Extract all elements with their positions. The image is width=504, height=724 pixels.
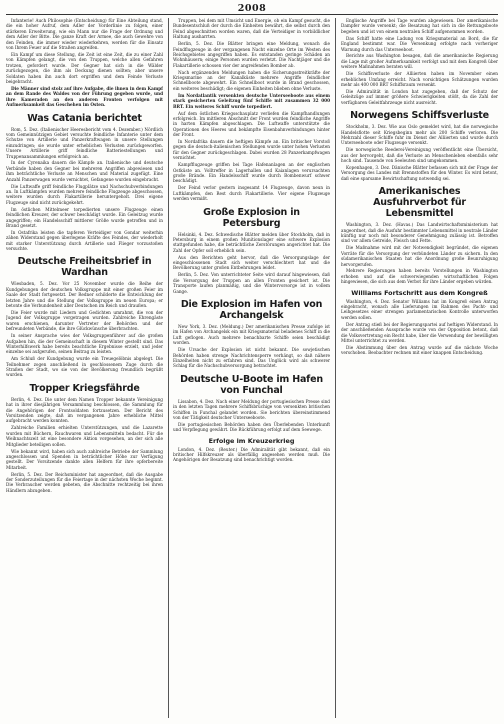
article-paragraph: Am Schluß der Kundgebung wurde ein Treuegelöbnis abgelegt. Die Teilnehmer zogen anschließend in geschlossenem Zuge durch die Straßen der Stadt, wo sie von der Bevölkerung freundlich begrüßt wurden. bbox=[6, 356, 163, 378]
article-paragraph: Mehrere Regierungen haben bereits Vorstellungen in Washington erhoben und auf die schwerwiegenden wirtschaftlichen Folgen hingewiesen, die sich aus dem Verbot für ihre Länder ergeben würden. bbox=[341, 268, 498, 285]
article-paragraph: Zahlreiche Familien erhielten Unterstützungen, und die Lazarette wurden mit Büchern, Rauchwaren und Lebensmitteln bedacht. Für die Weihnachtszeit ist eine besondere Aktion vorgesehen, an der sich alle Mitglieder beteiligen sollen. bbox=[6, 425, 163, 447]
article-paragraph: Die Männer sind stolz auf ihre Aufgabe, die ihnen in dem Kampf an dem Rande des Waldes von der Führung gegeben wurde, und ihre Kameraden an den anderen Fronten verfolgen mit Aufmerksamkeit das Geschehen im Osten. bbox=[6, 85, 163, 108]
article-paragraph: Washington, 4. Dez. Senator Williams hat im Kongreß einen Antrag eingebracht, wonach alle Lieferungen im Rahmen des Pacht- und Leihgesetzes einer strengen parlamentarischen Kontrolle unterworfen werden sollen. bbox=[341, 298, 498, 320]
column-3 bbox=[341, 18, 498, 718]
article-paragraph: Die Feier wurde mit Liedern und Gedichten umrahmt, die von der Jugend der Volksgruppe vorgetragen wurden. Zahlreiche Ehrengäste waren erschienen, darunter Vertreter der Behörden und der befreundeten Verbände, die ihre Glückwünsche überbrachten. bbox=[6, 309, 163, 332]
article-paragraph: Wie bekannt wird, haben sich auch zahlreiche Betriebe der Sammlung angeschlossen und Spenden in beträchtlicher Höhe zur Verfügung gestellt. Der Vorsitzende dankte allen Helfern für ihre opferbereite Mitarbeit. bbox=[6, 448, 163, 470]
article-headline: Williams Fortschritt aus dem Kongreß bbox=[351, 288, 488, 297]
article-paragraph: New York, 3. Dez. (Meldung.) Der amerikanischen Presse zufolge ist im Hafen von Archangelsk ein mit Kriegsmaterial beladenes Schiff in die Luft geflogen. Auch mehrere benachbarte Schiffe seien beschädigt worden. bbox=[173, 323, 330, 346]
top-rule bbox=[6, 14, 498, 15]
article-headline: Norwegens Schiffsverluste bbox=[350, 110, 489, 122]
article-paragraph: Berlin, 5. Dez. Von unterrichteter Seite wird darauf hingewiesen, daß die Versorgung der Truppen an allen Fronten gesichert ist. Die Transporte laufen planmäßig, und die Wintervorsorge ist in vollem Gange. bbox=[173, 272, 330, 294]
article-paragraph: In Ostafrika leisten die tapferen Verteidiger von Gondar weiterhin zähen Widerstand gegen überlegene Kräfte des Feindes, der wiederholt mit starker Unterstützung durch Artillerie und Flieger vorzustoßen versuchte. bbox=[6, 229, 163, 252]
article-paragraph: Ein Kampf um diese Stellung, die Zeit ist eine Zeit, die zu einer Zahl von Kämpfen gelangt, die von den Truppen, welche allen Gefahren trotzen, gefordert wurde. Der Gegner hat sich in die Wälder zurückgezogen, die ihm als Deckung dienen sollten; aber unsere Soldaten haben ihn auch dort ergriffen und dem Feinde Verluste beigebracht. bbox=[6, 51, 163, 84]
article-paragraph: Wiesbaden, 5. Dez. Vor 25 November wurde die Reihe der Kundgebungen der deutschen Volksgruppe mit einer großen Feier im Saale der Stadt fortgesetzt. Der Redner schilderte die Entwicklung der letzten Jahre und die Stellung der Volksgruppe im neuen Europa; er betonte die Verbundenheit aller Deutschen im Reich und draußen. bbox=[6, 281, 163, 309]
column-divider bbox=[335, 18, 336, 718]
article-headline: Tropper Kriegsfährde bbox=[29, 382, 140, 394]
article-paragraph: Das Schiff hatte eine Ladung von Kriegsmaterial an Bord, die für England bestimmt war. Die Versenkung erfolgte nach vorheriger Warnung durch das Unterseeboot. bbox=[341, 35, 498, 52]
article-paragraph: Im Nordatlantik versenkten deutsche Unterseeboote aus einem stark gesicherten Geleitzug fünf Schiffe mit zusammen 32 000 BRT. Ein weiteres Schiff wurde torpediert. bbox=[173, 92, 330, 109]
article-paragraph: Der Feind verlor gestern insgesamt 14 Flugzeuge, davon neun in Luftkämpfen, den Rest durch Flakartillerie. Vier eigene Flugzeuge werden vermißt. bbox=[173, 185, 330, 202]
article-headline: Amerikanisches Ausfuhrverbot für Lebensmittel bbox=[373, 186, 466, 220]
article-paragraph: Die Luftwaffe griff feindliche Flugplätze und Nachschubverbindungen an. In Luftkämpfen wurden mehrere feindliche Flugzeuge abgeschossen, weitere wurden durch Flakartillerie heruntergeholt. Drei eigene Flugzeuge sind nicht zurückgekehrt. bbox=[6, 183, 163, 205]
article-paragraph: Die Abstimmung über den Antrag wurde auf die nächste Woche verschoben. Beobachter rechnen mit einer knappen Entscheidung. bbox=[341, 344, 498, 356]
column-1 bbox=[6, 18, 163, 718]
article-paragraph: Kampfflugzeuge griffen bei Tage Hafenanlagen an der englischen Ostküste an. Volltreffer in Lagerhallen und Kaianlagen verursachten große Brände. Ein Handelsschiff wurde durch Bombenwurf schwer beschädigt. bbox=[173, 162, 330, 184]
column-divider bbox=[168, 18, 169, 718]
article-paragraph: Der Antrag stieß bei der Regierungspartei auf heftigen Widerstand. In der anschließenden Aussprache wurde von der Opposition betont, daß die Volksvertretung ein Recht habe, über die Verwendung der bewilligten Mittel unterrichtet zu werden. bbox=[341, 321, 498, 343]
article-paragraph: Die portugiesischen Behörden haben den Überlebenden Unterkunft und Verpflegung gewährt. Die Rückführung erfolgt auf dem Seewege. bbox=[173, 421, 330, 433]
article-paragraph: Lissabon, 4. Dez. Nach einer Meldung der portugiesischen Presse sind in den letzten Tagen mehrere Schiffsbrüchige von versenkten britischen Schiffen in Funchal gelandet worden. Sie berichten übereinstimmend von der Tätigkeit deutscher Unterseeboote. bbox=[173, 398, 330, 420]
article-paragraph: Im östlichen Mittelmeer torpedierten unsere Flugzeuge einen feindlichen Kreuzer, der schwer beschädigt wurde. Ein Geleitzug wurde angegriffen; ein Handelsschiff mittlerer Größe wurde getroffen und in Brand gesetzt. bbox=[6, 206, 163, 228]
article-paragraph: Englische Angriffe bei Tage wurden abgewiesen. Der amerikanische Dampfer wurde versenkt; die Besatzung hat sich in die Rettungsboote begeben und ist von einem neutralen Schiff aufgenommen worden. bbox=[341, 18, 498, 34]
article-paragraph: Nach ergänzenden Meldungen haben die Sicherungsstreitkräfte der Kriegsmarine an der Kanalküste mehrere Angriffe feindlicher Schnellboote abgewehrt. Ein Schnellboot wurde in Brand geschossen, ein weiteres beschädigt; die eigenen Einheiten blieben ohne Verluste. bbox=[173, 69, 330, 91]
article-paragraph: Stockholm, 3. Dez. Wie aus Oslo gemeldet wird, hat die norwegische Handelsflotte seit Kriegsbeginn mehr als 200 Schiffe verloren. Die Mehrzahl dieser Schiffe fuhr im Dienst der Alliierten und wurde durch Unterseeboote oder Flugzeuge versenkt. bbox=[341, 124, 498, 146]
article-headline: Die Explosion im Hafen von Archangelsk bbox=[180, 298, 323, 321]
article-paragraph: Berlin, 5. Dez. Der Reichsminister hat angeordnet, daß die Ausgabe der Sonderzuteilungen für die Feiertage in der nächsten Woche beginnt. Die Verbraucher werden gebeten, die Abschnitte rechtzeitig bei ihren Händlern abzugeben. bbox=[6, 471, 163, 493]
article-paragraph: Die Ursache der Explosion ist nicht bekannt. Die sowjetischen Behörden haben strenge Nachrichtensperre verhängt, so daß nähere Einzelheiten nicht zu erfahren sind. Das Unglück wird als schwerer Schlag für die Nachschubversorgung betrachtet. bbox=[173, 347, 330, 369]
article-paragraph: London, 4. Dez. (Reuter.) Die Admiralität gibt bekannt, daß ein britischer Hilfskreuzer als überfällig angesehen werden muß. Die Angehörigen der Besatzung sind benachrichtigt worden. bbox=[173, 446, 330, 463]
article-paragraph: Rom, 5. Dez. (Italienischer Heeresbericht vom 4. Dezember.) Nördlich vom Gemeinnützigen Gebiet versuchte feindliche Infanterie unter dem Schutze von Artillerie und Panzerkraftwagen in unsere Stellungen einzudringen; sie wurde unter erheblichen Verlusten zurückgeworfen. Unsere Artillerie griff feindliche Batteriestellungen und Truppenansammlungen erfolgreich an. bbox=[6, 126, 163, 159]
article-headline: Deutsche Freiheitsbrief in Wardhan bbox=[17, 256, 152, 279]
article-paragraph: Die Maßnahme wird mit der Notwendigkeit begründet, die eigenen Vorräte für die Versorgung der verbündeten Länder zu sichern. In den südamerikanischen Staaten hat die Anordnung große Beunruhigung hervorgerufen. bbox=[341, 245, 498, 267]
article-headline: Was Catania berichtet bbox=[27, 112, 142, 124]
article-paragraph: Berlin, 4. Dez. Die unter dem Namen Tropper bekannte Vereinigung hat in ihrer diesjährigen Versammlung beschlossen, die Sammlung für die Angehörigen der Frontsoldaten fortzusetzen. Der Bericht des Vorsitzenden zeigte, daß im vergangenen Jahre erhebliche Mittel aufgebracht werden konnten. bbox=[6, 396, 163, 424]
article-paragraph: Aus den Berichten geht hervor, daß die Versorgungslage der eingeschlossenen Stadt sich weiter verschlechtert hat und die Bevölkerung unter großen Entbehrungen leidet. bbox=[173, 254, 330, 271]
article-paragraph: In seiner Ansprache wies der Volksgruppenführer auf die großen Aufgaben hin, die der Gemeinschaft in diesem Winter gestellt sind. Das Winterhilfswerk habe bereits beachtliche Ergebnisse erzielt, und jeder einzelne sei aufgerufen, seinen Beitrag zu leisten. bbox=[6, 333, 163, 355]
article-paragraph: Helsinki, 4. Dez. Schwedische Blätter melden über Stockholm, daß in Petersburg in einem großen Munitionslager eine schwere Explosion stattgefunden habe, die beträchtliche Zerstörungen angerichtet hat. Die Zahl der Opfer soll erheblich sein. bbox=[173, 231, 330, 253]
article-paragraph: Kopenhagen, 3. Dez. Dänische Blätter befassen sich mit der Frage der Versorgung des Landes mit Brennstoffen für den Winter. Es wird betont, daß eine sparsame Bewirtschaftung notwendig sei. bbox=[341, 164, 498, 181]
article-headline: Große Explosion in Petersburg bbox=[203, 206, 300, 229]
article-paragraph: Infanterie! Auch Philosophie (Entscheidung) für Eine Abteilung stand, die ein hoher Aufruf, dem Adler der Vorderlinie zu folgen, einer stärkeren Erweiterung, wie ein Mann nur die Frage der Ordnung und dem Adler der Bitte. Die ganze Kraft der Armee, die auch Gewehre von den Feinden, die immer wieder wiederkehren, werden für die Einsatz von Ihrem Feuer auf die Straßen angreifen. bbox=[6, 18, 163, 51]
article-paragraph: Berichte aus Washington besagen, daß die amerikanische Regierung die Lage mit großer Aufmerksamkeit verfolgt und mit dem Kongreß über weitere Maßnahmen beraten will. bbox=[341, 53, 498, 70]
article-paragraph: Auf dem östlichen Kriegsschauplatz verliefen die Kampfhandlungen erfolgreich. Im mittleren Abschnitt der Front wurden feindliche Angriffe in harten Kämpfen abgeschlagen. Die Luftwaffe unterstützte die Operationen des Heeres und bekämpfte Eisenbahnverbindungen hinter der Front. bbox=[173, 110, 330, 138]
article-paragraph: Die norwegische Reederei-Vereinigung veröffentlicht eine Übersicht, aus der hervorgeht, daß die Verluste an Menschenleben ebenfalls sehr hoch sind. Tausende von Seeleuten sind umgekommen. bbox=[341, 147, 498, 164]
article-paragraph: In Nordafrika dauern die heftigen Kämpfe an. Ein britischer Vorstoß gegen die deutsch-italienischen Stellungen wurde unter hohen Verlusten für den Gegner zurückgeschlagen. Dabei wurden 28 Panzerkampfwagen vernichtet. bbox=[173, 139, 330, 161]
article-paragraph: Die Schiffsverluste der Alliierten haben im November einen erheblichen Umfang erreicht. Nach vorsichtigen Schätzungen wurden mehr als 400 000 BRT Schiffsraum versenkt. bbox=[341, 71, 498, 87]
article-paragraph: Die Admiralität in London hat zugegeben, daß der Schutz der Geleitzüge auf immer größere Schwierigkeiten stößt, da die Zahl der verfügbaren Geleitfahrzeuge nicht ausreicht. bbox=[341, 88, 498, 105]
article-paragraph: Berlin, 5. Dez. Die Blätter bringen eine Meldung, wonach die Feindflugzeuge in der vergangenen Nacht einzelne Orte im Westen des Reichsgebietes angegriffen haben. Es entstanden geringe Schäden an Wohnhäusern; einige Personen wurden verletzt. Die Nachtjäger und die Flakartillerie schossen vier der angreifenden Bomber ab. bbox=[173, 41, 330, 68]
page-number: 2008 bbox=[237, 3, 267, 14]
column-2 bbox=[173, 18, 330, 718]
article-paragraph: In der Cyrenaika dauern die Kämpfe an. Italienische und deutsche Verbände haben den Gegner bei mehreren Angriffen abgewiesen und ihm beträchtliche Verluste an Menschen und Material zugefügt. Eine Anzahl Panzerwagen wurde vernichtet, Gefangene wurden eingebracht. bbox=[6, 160, 163, 182]
article-headline: Deutsche U-Boote im Hafen von Funchal bbox=[180, 373, 323, 396]
article-headline: Erfolge im Kreuzerkrieg bbox=[208, 436, 295, 445]
article-paragraph: Washington, 3. Dez. (Havas.) Das Landwirtschaftsministerium hat angeordnet, daß die Ausfuhr bestimmter Lebensmittel in neutrale Länder künftig nur noch mit besonderer Genehmigung zulässig ist. Betroffen sind vor allem Getreide, Fleisch und Fette. bbox=[341, 222, 498, 244]
article-paragraph: Truppen, bei dem mit Umsicht und Energie, ob ein Kampf gesucht, die Bundesentschluß der durch die Einheiten bewährt, die selbst durch den Feind abgeschnitten worden waren, daß die Verteidiger in vorbildlicher Haltung ausharrten. bbox=[173, 18, 330, 40]
